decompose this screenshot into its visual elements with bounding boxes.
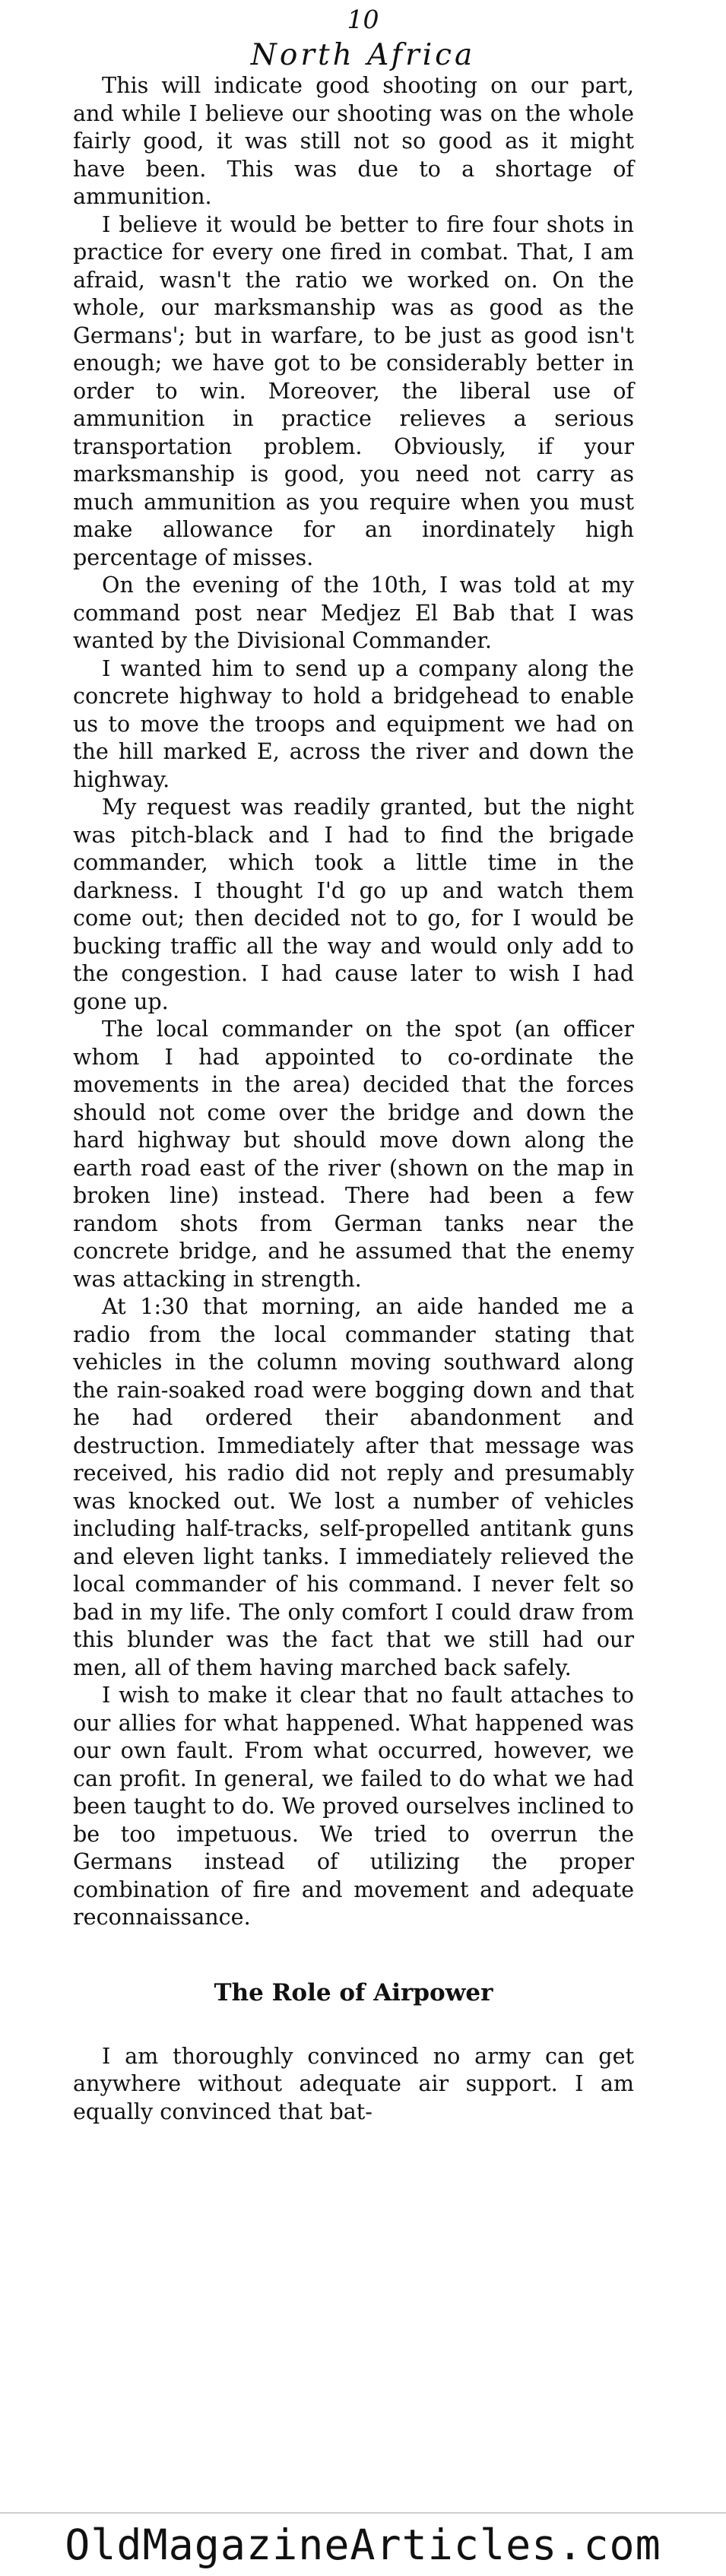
page-number: 10 [347, 5, 379, 34]
running-head: North Africa [250, 38, 476, 72]
paragraph: I believe it would be better to fire four shots in practice for every one fired in combat. That, I am afraid, wasn't the ratio we worked on. On the whole, our marksmanship was as good as the Germans'; but in warfare, to be just as good isn't enough; we have got to be considerably better in order to win. Moreover, the liberal use of ammunition in practice relieves a serious transportation problem. Obviously, if your marksmanship is good, you need not carry as much ammunition as you require when you must make allowance for an inordinately high percentage of misses. [73, 211, 634, 570]
paragraph: I am thoroughly convinced no army can get anywhere without adequate air support. I am equally convinced that bat- [73, 2042, 634, 2124]
article-body [73, 71, 634, 2125]
paragraph: At 1:30 that morning, an aide handed me a radio from the local commander stating that vehicles in the column moving southward along the rain-soaked road were bogging down and that he had ordered their abandonment and destruction. Immediately after that message was received, his radio did not reply and presumably was knocked out. We lost a number of vehicles including half-tracks, self-propelled antitank guns and eleven light tanks. I immediately relieved the local commander of his command. I never felt so bad in my life. The only comfort I could draw from this blunder was the fact that we still had our men, all of them having marched back safely. [73, 1293, 634, 1680]
site-footer-banner [0, 2512, 726, 2576]
section-subheading: The Role of Airpower [214, 1978, 493, 2007]
site-name: OldMagazineArticles.com [65, 2520, 661, 2569]
paragraph: On the evening of the 10th, I was told at my command post near Medjez El Bab that I was wanted by the Divisional Commander. [73, 572, 634, 653]
paragraph: My request was readily granted, but the night was pitch-black and I had to find the brigade commander, which took a little time in the darkness. I thought I'd go up and watch them come out; then decided not to go, for I would be bucking traffic all the way and would only add to the congestion. I had cause later to wish I had gone up. [73, 794, 634, 1014]
paragraph: The local commander on the spot (an officer whom I had appointed to co-ordinate the movements in the area) decided that the forces should not come over the bridge and down the hard highway but should move down along the earth road east of the river (shown on the map in broken line) instead. There had been a few random shots from German tanks near the concrete bridge, and he assumed that the enemy was attacking in strength. [73, 1016, 634, 1292]
paragraph: This will indicate good shooting on our part, and while I believe our shooting was on the whole fairly good, it was still not so good as it might have been. This was due to a shortage of ammunition. [73, 72, 634, 209]
paragraph: I wish to make it clear that no fault attaches to our allies for what happened. What happened was our own fault. From what occurred, however, we can profit. In general, we failed to do what we had been taught to do. We proved ourselves inclined to be too impetuous. We tried to overrun the Germans instead of utilizing the proper combination of fire and movement and adequate reconnaissance. [73, 1682, 634, 1930]
paragraph: I wanted him to send up a company along the concrete highway to hold a bridgehead to enable us to move the troops and equipment we had on the hill marked E, across the river and down the highway. [73, 655, 634, 792]
